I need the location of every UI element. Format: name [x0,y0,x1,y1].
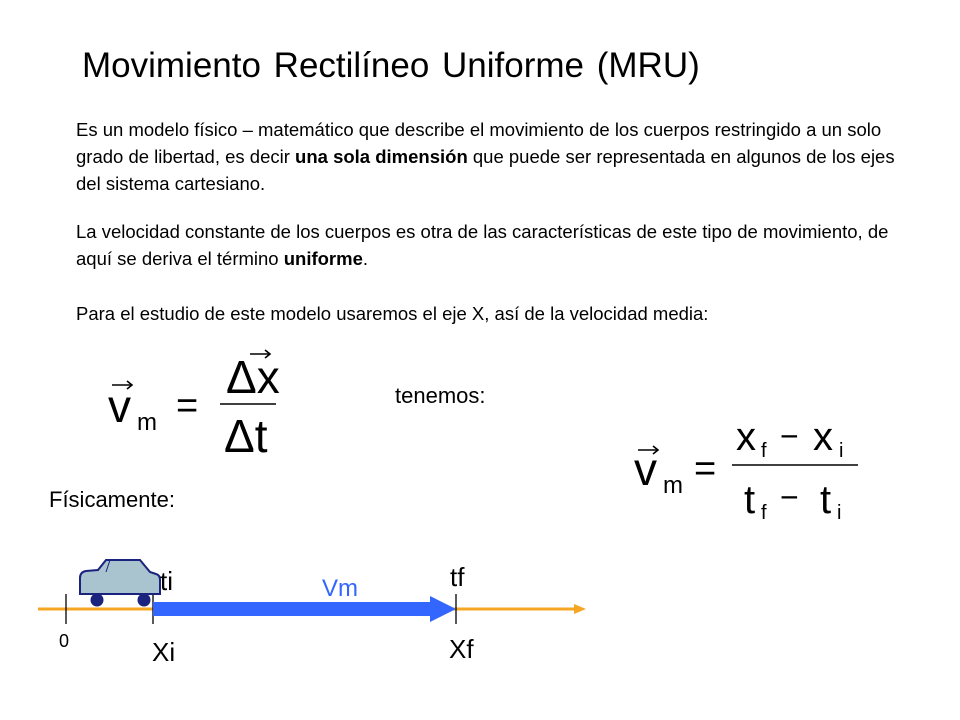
formula1-numerator: Δx [226,351,280,403]
formula2-xf: x [736,415,756,459]
formula2-den-minus: − [780,479,799,515]
motion-diagram [0,550,960,680]
paragraph-velocity-text: La velocidad constante de los cuerpos es otra de las características de este tipo de movimiento, de aquí se deriva el término [76,221,889,269]
tf-label: tf [450,562,465,592]
formula2-equals: = [694,448,717,490]
xf-label: Xf [449,634,474,664]
paragraph-definition-bold: una sola dimensión [295,146,468,167]
paragraph-study: Para el estudio de este modelo usaremos el eje X, así de la velocidad media: [76,303,709,324]
formula2-xi: x [813,415,833,459]
origin-label: 0 [59,631,70,651]
paragraph-velocity-bold: uniforme [283,248,363,269]
formula2-ti: t [820,478,832,522]
tenemos-label: tenemos: [395,383,486,408]
ti-label: ti [160,566,173,596]
car-icon [80,560,160,607]
velocity-difference-formula [628,405,868,530]
fisicamente-label: Físicamente: [49,487,175,512]
formula1-denominator: Δt [224,410,268,462]
paragraph-definition-end: que puede ser representada en algunos de los ejes del sistema cartesiano. [76,146,895,194]
formula2-xi-sub: i [839,440,844,462]
formula2-ti-sub: i [837,502,842,524]
formula1-v: v [108,380,131,432]
paragraph-definition-text: Es un modelo físico – matemático que describe el movimiento de los cuerpos restringido a un solo grado de libertad, es decir [76,119,882,167]
formula1-subscript: m [137,409,157,436]
slide-title: Movimiento Rectilíneo Uniforme (MRU) [82,46,700,85]
vm-label: Vm [322,575,358,602]
formula2-xf-sub: f [761,440,767,462]
paragraph-velocity-end: . [362,248,368,269]
formula2-tf-sub: f [761,502,767,524]
formula2-tf: t [744,478,756,522]
velocity-arrow-icon [153,596,456,622]
paragraph-definition [76,116,916,197]
formula2-num-minus: − [780,418,799,454]
formula1-equals: = [176,385,199,427]
xi-label: Xi [152,637,176,667]
average-velocity-formula [100,340,300,470]
paragraph-velocity [76,218,916,272]
formula2-v: v [634,443,657,495]
formula2-subscript: m [663,472,683,499]
